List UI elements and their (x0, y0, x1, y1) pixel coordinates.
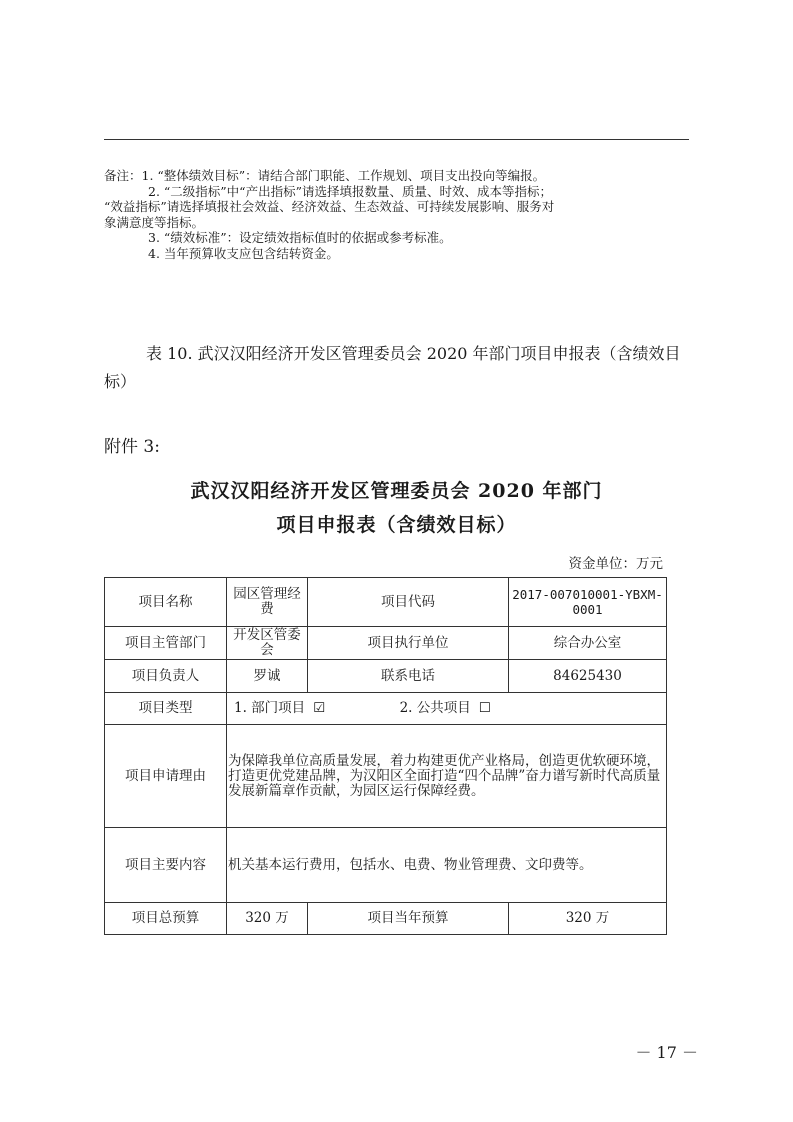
page-number: － 17 － (635, 1043, 698, 1062)
dept-label: 项目主管部门 (105, 627, 227, 660)
total-budget-value: 320 万 (227, 903, 308, 935)
exec-unit-value: 综合办公室 (509, 627, 667, 660)
remark-line: 2. “二级指标”中“产出指标”请选择填报数量、质量、时效、成本等指标； (148, 183, 552, 199)
phone-value: 84625430 (509, 660, 667, 693)
project-name-label: 项目名称 (105, 578, 227, 627)
attachment-label: 附件 3: (104, 437, 160, 457)
table-caption: 表 10. 武汉汉阳经济开发区管理委员会 2020 年部门项目申报表（含绩效目标） (104, 344, 681, 391)
remark-line: 3. “绩效标准”：设定绩效指标值时的依据或参考标准。 (148, 230, 452, 245)
remark-line: “效益指标”请选择填报社会效益、经济效益、生态效益、可持续发展影响、服务对 (104, 199, 555, 214)
exec-unit-label: 项目执行单位 (308, 627, 509, 660)
reason-label: 项目申请理由 (105, 725, 227, 828)
year-budget-label: 项目当年预算 (308, 903, 509, 935)
owner-value: 罗诚 (227, 660, 308, 693)
document-title-line1: 武汉汉阳经济开发区管理委员会 2020 年部门 (190, 480, 603, 502)
table-row (105, 828, 667, 903)
type-option-public[interactable] (394, 701, 491, 716)
table-row (105, 725, 667, 828)
header-rule (104, 139, 689, 140)
table-row (105, 578, 667, 627)
checkbox-checked-icon[interactable]: ☑ (313, 700, 326, 716)
type-option-label: 2. 公共项目 (399, 700, 471, 716)
table-row (105, 903, 667, 935)
project-name-value: 园区管理经费 (227, 578, 308, 627)
content-label: 项目主要内容 (105, 828, 227, 903)
owner-label: 项目负责人 (105, 660, 227, 693)
type-option-label: 1. 部门项目 (234, 700, 306, 716)
project-code-label: 项目代码 (308, 578, 509, 627)
remarks (104, 168, 689, 261)
content-value: 机关基本运行费用，包括水、电费、物业管理费、文印费等。 (227, 828, 667, 903)
year-budget-value: 320 万 (509, 903, 667, 935)
type-options (227, 693, 667, 725)
project-application-table (104, 577, 667, 935)
phone-label: 联系电话 (308, 660, 509, 693)
remark-line: 备注：1. “整体绩效目标”：请结合部门职能、工作规划、项目支出投向等编报。 (104, 168, 546, 183)
total-budget-label: 项目总预算 (105, 903, 227, 935)
checkbox-unchecked-icon[interactable]: ☐ (478, 700, 491, 716)
type-label: 项目类型 (105, 693, 227, 725)
remark-line: 象满意度等指标。 (104, 214, 205, 230)
dept-value: 开发区管委会 (227, 627, 308, 660)
table-row (105, 693, 667, 725)
reason-value: 为保障我单位高质量发展，着力构建更优产业格局，创造更优软硬环境，打造更优党建品牌，为汉阳区全面打造“四个品牌”奋力谱写新时代高质量发展新篇章作贡献，为园区运行保障经费。 (227, 725, 667, 828)
type-option-department[interactable] (228, 701, 325, 716)
document-title-line2: 项目申报表（含绩效目标） (276, 514, 517, 536)
remark-line: 4. 当年预算收支应包含结转资金。 (148, 245, 339, 261)
project-code-value: 2017-007010001-YBXM-0001 (509, 578, 667, 627)
currency-unit: 资金单位：万元 (568, 556, 663, 572)
table-row (105, 627, 667, 660)
table-row (105, 660, 667, 693)
